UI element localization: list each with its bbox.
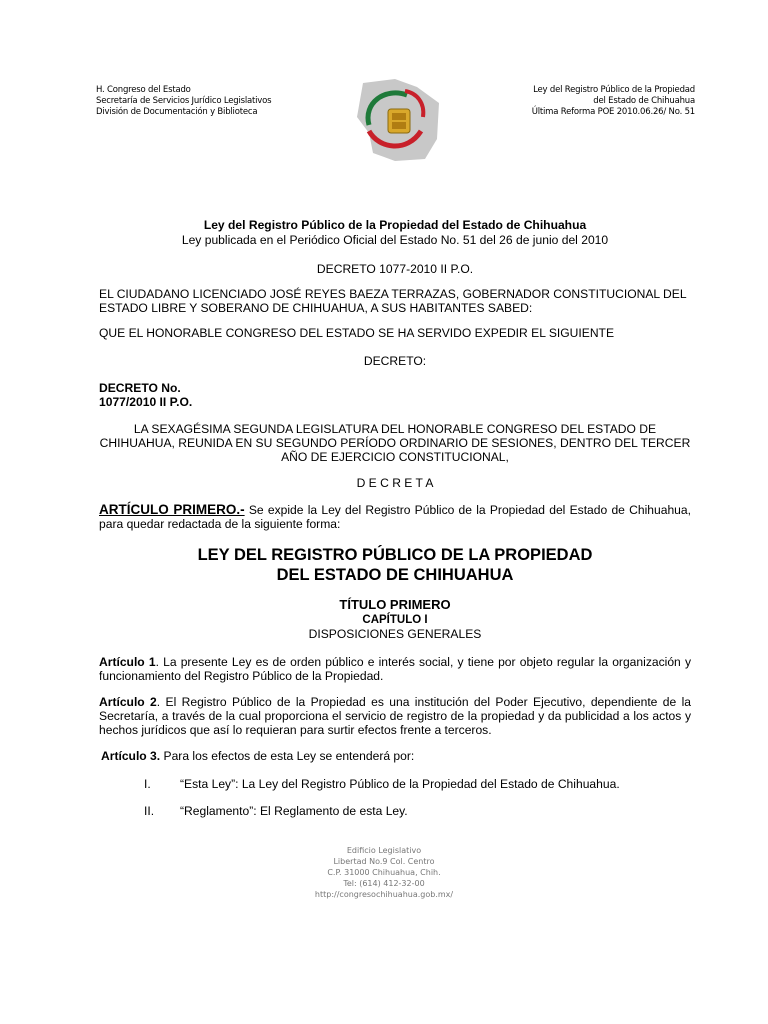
header-last-reform: Última Reforma POE 2010.06.26/ No. 51 — [531, 107, 695, 117]
document-title: Ley del Registro Público de la Propiedad del Estado de Chihuahua — [203, 218, 587, 232]
header-left — [96, 85, 271, 118]
congreso-paragraph: QUE EL HONORABLE CONGRESO DEL ESTADO SE HA SERVIDO EXPEDIR EL SIGUIENTE — [99, 326, 615, 340]
decreto-label: DECRETO: — [363, 354, 427, 368]
header-division: División de Documentación y Biblioteca — [96, 107, 258, 117]
list-item-number: II. — [144, 804, 155, 818]
footer-address — [0, 845, 768, 900]
ley-title-line-1: LEY DEL REGISTRO PÚBLICO DE LA PROPIEDAD — [197, 546, 593, 564]
disposiciones-generales: DISPOSICIONES GENERALES — [308, 627, 482, 641]
articulo-1-text: . La presente Ley es de orden público e interés social, y tiene por objeto regular la organización y funcionamiento del Registro Público de la Propiedad. — [99, 655, 691, 683]
footer-phone: Tel: (614) 412-32-00 — [343, 879, 425, 888]
capitulo-i: CAPÍTULO I — [362, 614, 428, 626]
decreta-heading: D E C R E T A — [356, 476, 434, 490]
header-right — [532, 85, 695, 118]
header-congreso: H. Congreso del Estado — [96, 85, 191, 95]
header-law-name: Ley del Registro Público de la Propiedad — [533, 85, 695, 95]
articulo-2-text: . El Registro Público de la Propiedad es una institución del Poder Ejecutivo, dependiente de la Secretaría, a través de la cual proporciona el servicio de registro de la propiedad y da publicidad a los actos y hechos jurídicos que así lo requieran para surtir efectos frente a terceros. — [99, 695, 691, 737]
articulo-primero-paragraph — [99, 503, 691, 531]
articulo-3 — [101, 749, 693, 763]
titulo-primero: TÍTULO PRIMERO — [339, 597, 451, 612]
list-item-text: “Reglamento”: El Reglamento de esta Ley. — [180, 804, 408, 818]
legislatura-paragraph: LA SEXAGÉSIMA SEGUNDA LEGISLATURA DEL HONORABLE CONGRESO DEL ESTADO DE CHIHUAHUA, REUNIDA EN SU SEGUNDO PERÍODO ORDINARIO DE SESIONES, DENTRO DEL TERCER AÑO DE EJERCICIO CONSTITUCIONAL, — [99, 422, 691, 464]
articulo-primero-label: ARTÍCULO PRIMERO.- — [99, 502, 245, 517]
articulo-1-label: Artículo 1 — [99, 655, 156, 669]
document-subtitle: Ley publicada en el Periódico Oficial del Estado No. 51 del 26 de junio del 2010 — [181, 233, 609, 247]
articulo-primero-text: Se expide la Ley del Registro Público de la Propiedad del Estado de Chihuahua, para quedar redactada de la siguiente forma: — [99, 503, 691, 531]
decreto-reference: DECRETO 1077-2010 II P.O. — [316, 262, 474, 276]
decreto-number-1: DECRETO No. — [99, 381, 181, 395]
list-item-text: “Esta Ley”: La Ley del Registro Público de la Propiedad del Estado de Chihuahua. — [180, 777, 620, 791]
decreto-number-2: 1077/2010 II P.O. — [99, 395, 193, 409]
ley-title-line-2: DEL ESTADO DE CHIHUAHUA — [276, 566, 514, 584]
footer-street: Libertad No.9 Col. Centro — [333, 857, 435, 866]
articulo-2-label: Artículo 2 — [99, 695, 157, 709]
state-seal-logo — [355, 73, 445, 165]
articulo-2 — [99, 695, 691, 737]
articulo-1 — [99, 655, 691, 683]
articulo-3-label: Artículo 3. — [101, 749, 161, 763]
header-secretaria: Secretaría de Servicios Jurídico Legislativos — [96, 96, 272, 106]
footer-building: Edificio Legislativo — [346, 846, 422, 855]
list-item-number: I. — [144, 777, 151, 791]
gobernador-paragraph: EL CIUDADANO LICENCIADO JOSÉ REYES BAEZA TERRAZAS, GOBERNADOR CONSTITUCIONAL DEL ESTADO LIBRE Y SOBERANO DE CHIHUAHUA, A SUS HABITANTES SABED: — [99, 287, 687, 315]
header-state: del Estado de Chihuahua — [593, 96, 695, 106]
footer-url: http://congresochihuahua.gob.mx/ — [314, 890, 454, 899]
articulo-3-text: Para los efectos de esta Ley se entenderá por: — [160, 749, 415, 763]
footer-postal: C.P. 31000 Chihuahua, Chih. — [327, 868, 441, 877]
